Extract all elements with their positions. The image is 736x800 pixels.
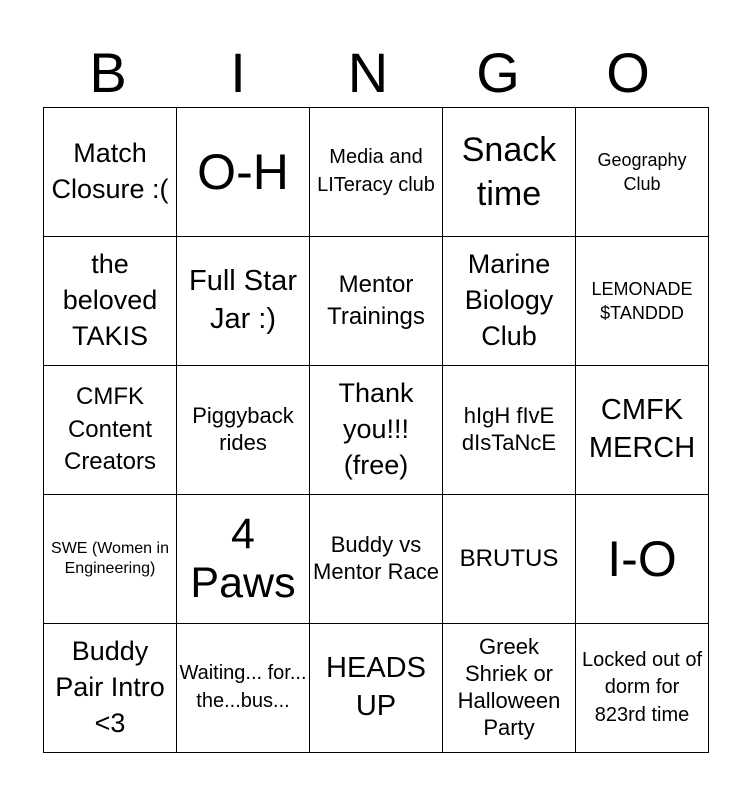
bingo-cell[interactable]: Full Star Jar :) bbox=[177, 237, 310, 366]
bingo-cell[interactable]: LEMONADE $TANDDD bbox=[576, 237, 709, 366]
header-letter-b: B bbox=[89, 41, 127, 104]
bingo-cell[interactable]: SWE (Women in Engineering) bbox=[44, 495, 177, 624]
bingo-cell[interactable]: I-O bbox=[576, 495, 709, 624]
bingo-cell[interactable]: Mentor Trainings bbox=[310, 237, 443, 366]
header-letter-n: N bbox=[347, 41, 389, 104]
bingo-cell[interactable]: Geography Club bbox=[576, 108, 709, 237]
bingo-cell[interactable]: Match Closure :( bbox=[44, 108, 177, 237]
bingo-cell[interactable]: the beloved TAKIS bbox=[44, 237, 177, 366]
bingo-cell[interactable]: Snack time bbox=[443, 108, 576, 237]
bingo-cell[interactable]: hIgH fIvE dIsTaNcE bbox=[443, 366, 576, 495]
bingo-cell[interactable]: Buddy vs Mentor Race bbox=[310, 495, 443, 624]
bingo-cell[interactable]: Waiting... for... the...bus... bbox=[177, 624, 310, 753]
bingo-cell[interactable]: O-H bbox=[177, 108, 310, 237]
grid-row bbox=[44, 624, 709, 753]
bingo-cell[interactable]: CMFK MERCH bbox=[576, 366, 709, 495]
header-letter-i: I bbox=[230, 41, 246, 104]
grid-row bbox=[44, 108, 709, 237]
grid-row bbox=[44, 366, 709, 495]
header-letter-g: G bbox=[476, 41, 520, 104]
bingo-cell[interactable]: HEADS UP bbox=[310, 624, 443, 753]
bingo-cell[interactable]: Greek Shriek or Halloween Party bbox=[443, 624, 576, 753]
header-letter-o: O bbox=[606, 41, 650, 104]
bingo-cell[interactable]: 4 Paws bbox=[177, 495, 310, 624]
bingo-cell[interactable]: Thank you!!! (free) bbox=[310, 366, 443, 495]
bingo-cell[interactable]: Locked out of dorm for 823rd time bbox=[576, 624, 709, 753]
bingo-header bbox=[43, 40, 693, 106]
bingo-cell[interactable]: BRUTUS bbox=[443, 495, 576, 624]
grid-row bbox=[44, 237, 709, 366]
bingo-cell[interactable]: Piggyback rides bbox=[177, 366, 310, 495]
bingo-cell[interactable]: Media and LITeracy club bbox=[310, 108, 443, 237]
bingo-cell[interactable]: Buddy Pair Intro <3 bbox=[44, 624, 177, 753]
bingo-grid bbox=[43, 107, 709, 753]
bingo-cell[interactable]: CMFK Content Creators bbox=[44, 366, 177, 495]
grid-row bbox=[44, 495, 709, 624]
bingo-cell[interactable]: Marine Biology Club bbox=[443, 237, 576, 366]
